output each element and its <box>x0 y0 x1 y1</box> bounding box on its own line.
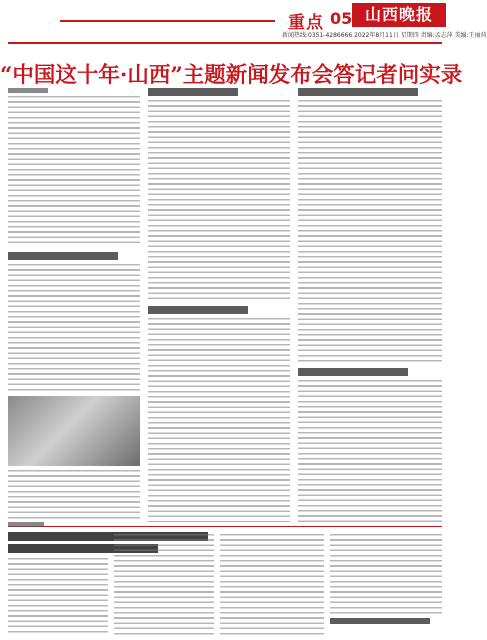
column-1-subhead <box>8 252 118 260</box>
column-2-subhead-2 <box>148 306 248 314</box>
article2-tag <box>8 522 44 527</box>
article2-col-1 <box>8 558 108 636</box>
column-3-text <box>298 100 442 362</box>
article2-col-2 <box>114 534 214 636</box>
column-2-subhead <box>148 88 238 96</box>
header-meta: 新闻热线:0351-4286666 2022年8月11日 星期四 责编:孟志萍 美编:王丽荷 <box>282 32 487 39</box>
section-number: 05 <box>330 9 353 28</box>
page-header <box>0 0 487 44</box>
column-2-text-2 <box>148 318 290 522</box>
masthead-logo: 山西晚报 <box>352 3 446 27</box>
main-headline: “中国这十年·山西”主题新闻发布会答记者问实录 <box>0 63 463 88</box>
column-2-text <box>148 100 290 300</box>
article2-credit <box>330 618 430 624</box>
column-1-text-2 <box>8 264 140 392</box>
article-photo <box>8 396 140 466</box>
article2-col-4 <box>330 534 442 614</box>
column-3-text-2 <box>298 380 442 522</box>
header-rule <box>60 20 275 22</box>
lede-tag <box>8 88 48 93</box>
article2-col-3 <box>220 534 324 636</box>
header-bottom-rule <box>8 42 442 44</box>
column-1-text <box>8 96 140 246</box>
section-word: 重点 <box>288 13 324 33</box>
column-3-subhead <box>298 88 418 96</box>
column-1-text-3 <box>8 470 140 522</box>
column-3-subhead-2 <box>298 368 408 376</box>
section-divider <box>8 526 442 527</box>
